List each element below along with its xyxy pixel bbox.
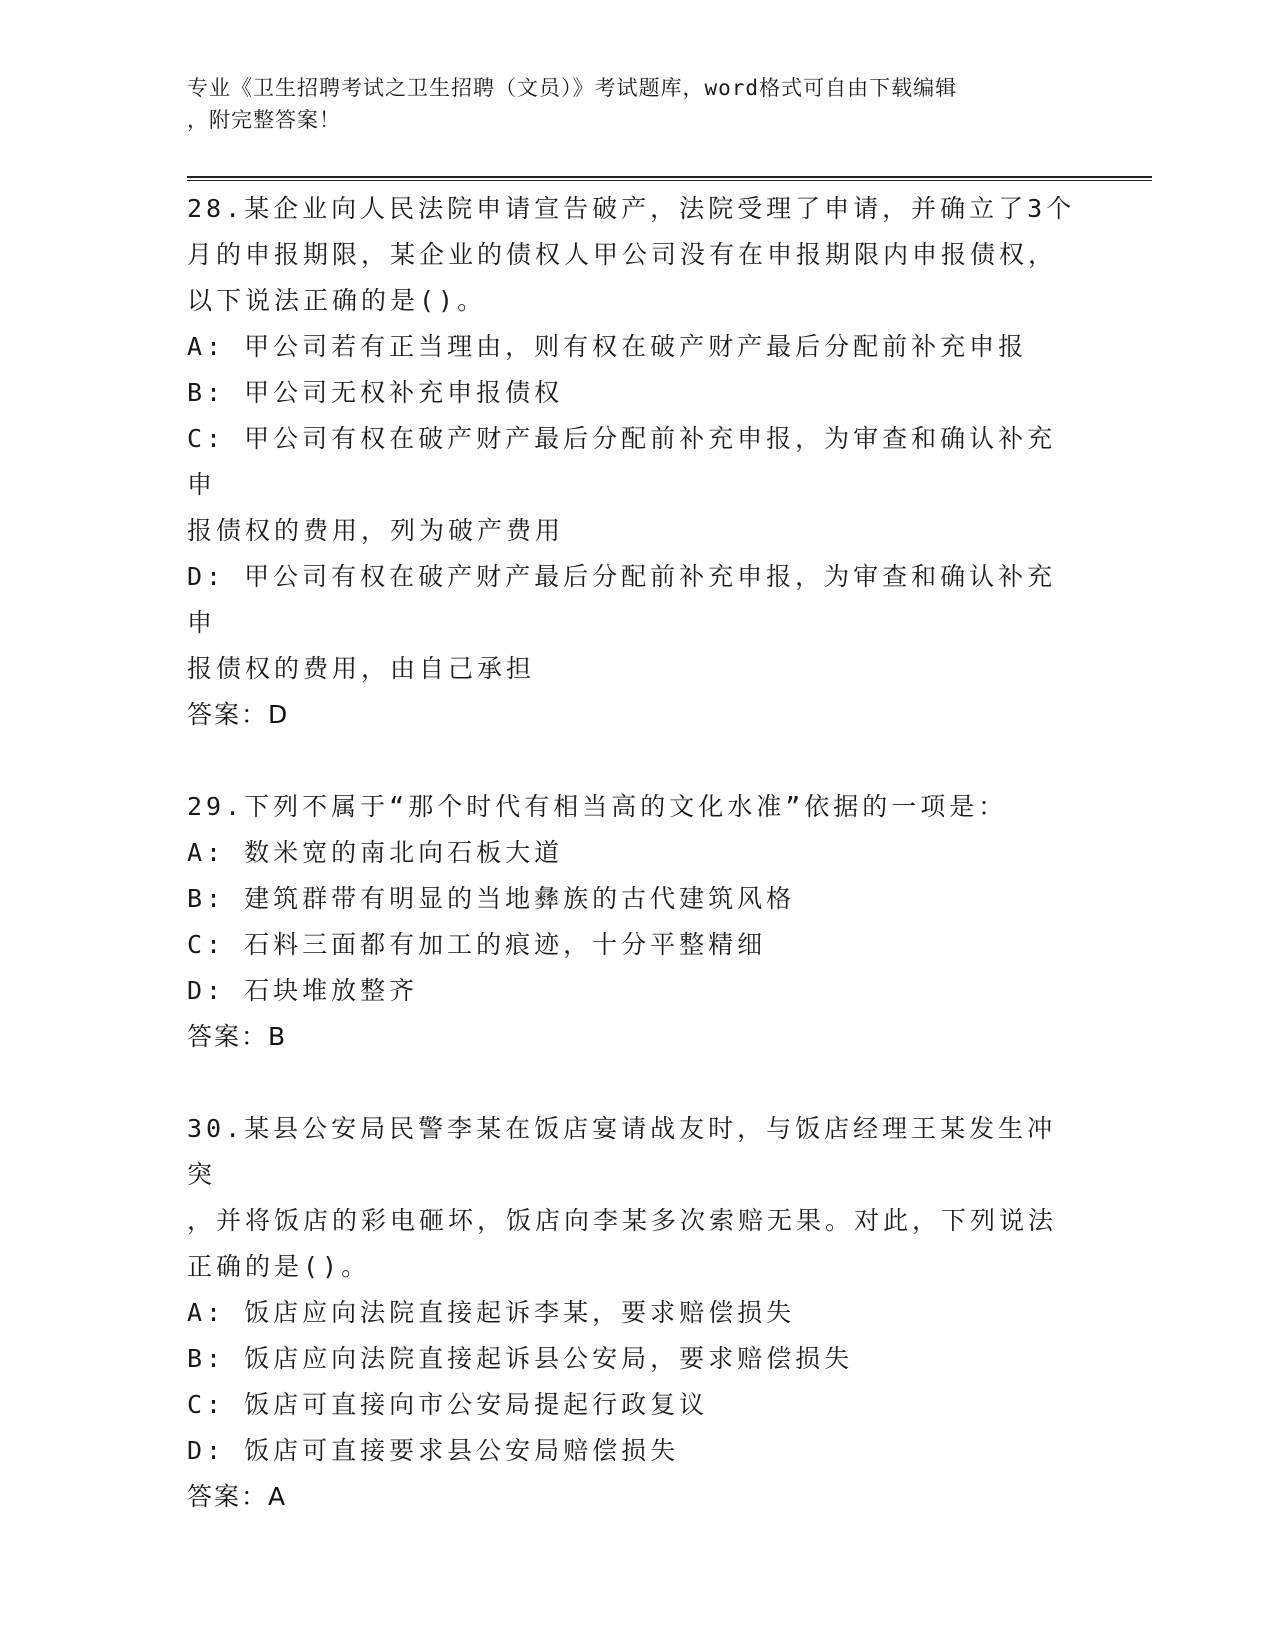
option-d: D: 石块堆放整齐 (187, 976, 419, 1005)
option-c: C: 饭店可直接向市公安局提起行政复议 (187, 1390, 709, 1419)
option-a: A: 甲公司若有正当理由，则有权在破产财产最后分配前补充申报 (187, 332, 1028, 361)
question-30 (187, 1106, 1077, 1520)
option-b: B: 建筑群带有明显的当地彝族的古代建筑风格 (187, 884, 796, 913)
question-28 (187, 186, 1077, 738)
option-d: D: 饭店可直接要求县公安局赔偿损失 (187, 1436, 680, 1465)
option-a: A: 数米宽的南北向石板大道 (187, 838, 564, 867)
question-stem-line: 以下说法正确的是()。 (187, 286, 487, 315)
question-list (187, 186, 1077, 1566)
question-stem-line: ，并将饭店的彩电砸坏，饭店向李某多次索赔无果。对此，下列说法 (187, 1206, 1058, 1235)
header-line-2: ，附完整答案！ (187, 108, 341, 132)
page-header (187, 72, 1067, 136)
header-divider (187, 176, 1152, 181)
header-line-1: 专业《卫生招聘考试之卫生招聘（文员）》考试题库，word格式可自由下载编辑 (187, 76, 958, 100)
question-stem-line: 29.下列不属于“那个时代有相当高的文化水准”依据的一项是： (187, 792, 1008, 821)
question-29 (187, 784, 1077, 1060)
answer-label: 答案：D (187, 700, 290, 729)
option-d: D: 甲公司有权在破产财产最后分配前补充申报，为审查和确认补充申 (187, 562, 1057, 637)
question-stem-line: 28.某企业向人民法院申请宣告破产，法院受理了申请，并确立了3个 (187, 194, 1076, 223)
answer-label: 答案：B (187, 1022, 288, 1051)
option-b: B: 甲公司无权补充申报债权 (187, 378, 564, 407)
question-stem-line: 月的申报期限，某企业的债权人甲公司没有在申报期限内申报债权， (187, 240, 1058, 269)
question-stem-line: 正确的是()。 (187, 1252, 371, 1281)
question-stem-line: 30.某县公安局民警李某在饭店宴请战友时，与饭店经理王某发生冲突 (187, 1114, 1057, 1189)
option-c-continued: 报债权的费用，列为破产费用 (187, 516, 565, 545)
option-b: B: 饭店应向法院直接起诉县公安局，要求赔偿损失 (187, 1344, 854, 1373)
option-a: A: 饭店应向法院直接起诉李某，要求赔偿损失 (187, 1298, 796, 1327)
option-c: C: 石料三面都有加工的痕迹，十分平整精细 (187, 930, 767, 959)
option-c: C: 甲公司有权在破产财产最后分配前补充申报，为审查和确认补充申 (187, 424, 1057, 499)
option-d-continued: 报债权的费用，由自己承担 (187, 654, 536, 683)
answer-label: 答案：A (187, 1482, 288, 1511)
